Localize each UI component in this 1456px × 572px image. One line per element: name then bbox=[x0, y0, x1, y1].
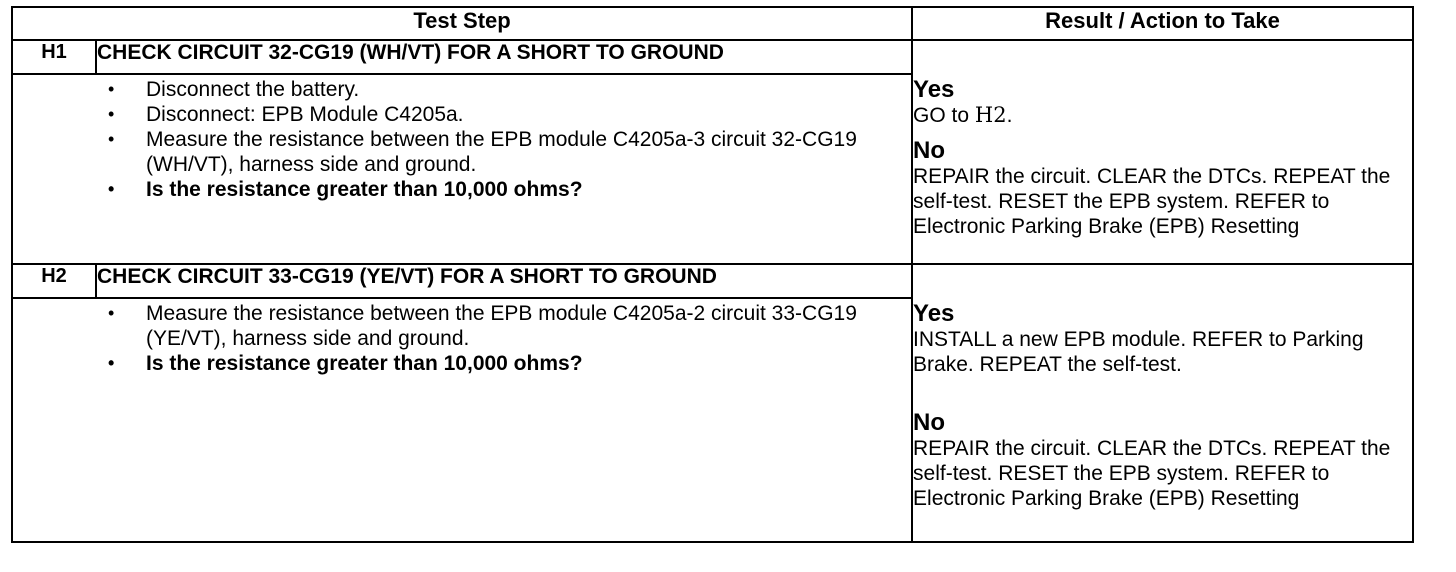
step-title: CHECK CIRCUIT 32-CG19 (WH/VT) FOR A SHORT TO GROUND bbox=[96, 40, 912, 74]
diagnostic-table bbox=[11, 6, 1414, 543]
step-h2-title-row bbox=[12, 264, 1413, 298]
test-step-header: Test Step bbox=[12, 7, 912, 40]
action-item: • Disconnect the battery. bbox=[108, 77, 911, 102]
no-label: No bbox=[913, 137, 946, 164]
question-item: • Is the resistance greater than 10,000 ohms? bbox=[108, 351, 911, 376]
no-action: REPAIR the circuit. CLEAR the DTCs. REPEAT the self-test. RESET the EPB system. REFER to Electronic Parking Brake (EPB) Resetting bbox=[913, 165, 1391, 238]
step-h1-title-row bbox=[12, 40, 1413, 74]
action-list bbox=[13, 75, 911, 202]
yes-label: Yes bbox=[913, 300, 955, 327]
no-action: REPAIR the circuit. CLEAR the DTCs. REPEAT the self-test. RESET the EPB system. REFER to Electronic Parking Brake (EPB) Resetting bbox=[913, 437, 1391, 510]
step-h2-body bbox=[12, 298, 912, 542]
action-list bbox=[13, 299, 911, 376]
no-label: No bbox=[913, 409, 946, 436]
action-item: • Disconnect: EPB Module C4205a. bbox=[108, 102, 911, 127]
goto-target-link[interactable]: H2 bbox=[974, 103, 1007, 127]
action-item: • Measure the resistance between the EPB module C4205a-3 circuit 32-CG19 (WH/VT), harness side and ground. bbox=[108, 127, 911, 177]
step-h1-body bbox=[12, 74, 912, 264]
header-row bbox=[12, 7, 1413, 40]
step-h1-result bbox=[912, 40, 1413, 264]
yes-action: INSTALL a new EPB module. REFER to Parking Brake. REPEAT the self-test. bbox=[913, 328, 1364, 376]
step-title: CHECK CIRCUIT 33-CG19 (YE/VT) FOR A SHORT TO GROUND bbox=[96, 264, 912, 298]
goto-suffix: . bbox=[1006, 104, 1013, 127]
question-item: • Is the resistance greater than 10,000 ohms? bbox=[108, 177, 911, 202]
step-id: H2 bbox=[12, 264, 96, 298]
step-id: H1 bbox=[12, 40, 96, 74]
goto-prefix: GO to bbox=[913, 104, 970, 127]
yes-label: Yes bbox=[913, 76, 955, 103]
action-item: • Measure the resistance between the EPB module C4205a-2 circuit 33-CG19 (YE/VT), harness side and ground. bbox=[108, 301, 911, 351]
result-header: Result / Action to Take bbox=[912, 7, 1413, 40]
yes-action bbox=[913, 103, 1412, 128]
step-h2-result bbox=[912, 264, 1413, 542]
